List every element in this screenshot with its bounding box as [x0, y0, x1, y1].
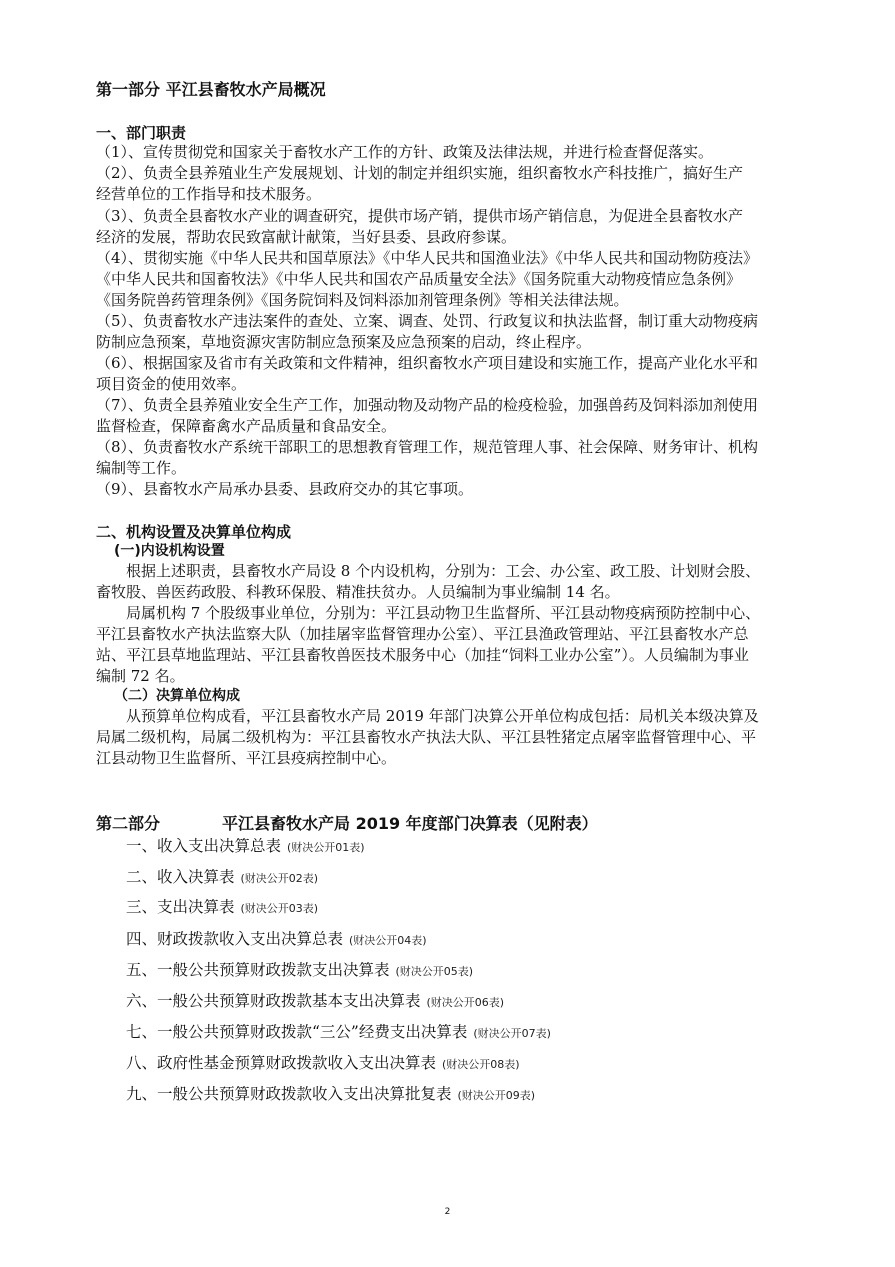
table-list-item-code: (财决公开08表) — [442, 1058, 520, 1071]
body-line: 畜牧股、兽医药政股、科教环保股、精准扶贫办。人员编制为事业编制 14 名。 — [96, 583, 620, 601]
table-list-item-title: 九、一般公共预算财政拨款收入支出决算批复表 — [126, 1085, 452, 1103]
duty-line: 项目资金的使用效率。 — [96, 375, 247, 393]
table-list-item — [126, 897, 318, 919]
table-list-item — [126, 867, 318, 889]
table-list-item-title: 一、收入支出决算总表 — [126, 837, 282, 855]
table-list-item-title: 五、一般公共预算财政拨款支出决算表 — [126, 961, 390, 979]
table-list-item-title: 七、一般公共预算财政拨款“三公”经费支出决算表 — [126, 1023, 468, 1041]
table-list-item-code: (财决公开09表) — [457, 1089, 536, 1102]
section2-heading: 二、机构设置及决算单位构成 — [96, 523, 292, 541]
table-list-item-code: (财决公开07表) — [473, 1027, 551, 1040]
table-list-item-code: (财决公开04表) — [349, 934, 427, 947]
duty-line: （5）、负责畜牧水产违法案件的查处、立案、调查、处罚、行政复议和执法监督，制订重大动物疫病 — [96, 312, 759, 330]
body-line: 局属机构 7 个股级事业单位，分别为：平江县动物卫生监督所、平江县动物疫病预防控制中心、 — [126, 604, 761, 622]
table-list-item-code: (财决公开05表) — [395, 965, 474, 978]
table-list-item-code: (财决公开01表) — [287, 841, 365, 854]
duty-line: （8）、负责畜牧水产系统干部职工的思想教育管理工作，规范管理人事、社会保障、财务审计、机构 — [96, 438, 759, 456]
duty-line: 监督检查，保障畜禽水产品质量和食品安全。 — [96, 417, 397, 435]
body-line: 编制 72 名。 — [96, 667, 185, 685]
subsection-heading: (一)内设机构设置 — [114, 543, 225, 559]
duty-line: （9）、县畜牧水产局承办县委、县政府交办的其它事项。 — [96, 480, 474, 498]
page-number: 2 — [444, 1207, 451, 1217]
duty-line: 经营单位的工作指导和技术服务。 — [96, 185, 322, 203]
table-list-item — [126, 836, 365, 858]
body-line: 平江县畜牧水产执法监察大队（加挂屠宰监督管理办公室）、平江县渔政管理站、平江县畜牧水产总 — [96, 625, 749, 643]
table-list-item-code: (财决公开06表) — [426, 996, 505, 1009]
table-list-item — [126, 929, 427, 951]
body-line: 站、平江县草地监理站、平江县畜牧兽医技术服务中心（加挂“饲料工业办公室”）。人员编制为事业 — [96, 646, 749, 664]
table-list-item — [126, 991, 504, 1013]
table-list-item-title: 三、支出决算表 — [126, 898, 235, 916]
part2-title-prefix: 第二部分 — [96, 814, 161, 833]
subsection-heading: （二）决算单位构成 — [114, 688, 240, 704]
table-list-item-title: 四、财政拨款收入支出决算总表 — [126, 930, 344, 948]
part2-title: 平江县畜牧水产局 2019 年度部门决算表（见附表） — [222, 814, 598, 833]
table-list-item — [126, 960, 473, 982]
duty-line: 经济的发展，帮助农民致富献计献策，当好县委、县政府参谋。 — [96, 228, 517, 246]
table-list-item-title: 八、政府性基金预算财政拨款收入支出决算表 — [126, 1054, 437, 1072]
table-list-item — [126, 1022, 551, 1044]
body-line: 江县动物卫生监督所、平江县疫病控制中心。 — [96, 749, 397, 767]
duty-line: （6）、根据国家及省市有关政策和文件精神，组织畜牧水产项目建设和实施工作，提高产业化水平和 — [96, 354, 759, 372]
section1-heading: 一、部门职责 — [96, 124, 187, 142]
duty-line: 编制等工作。 — [96, 459, 187, 477]
part1-title: 第一部分 平江县畜牧水产局概况 — [96, 80, 326, 99]
duty-line: 防制应急预案，草地资源灾害防制应急预案及应急预案的启动，终止程序。 — [96, 333, 592, 351]
table-list-item-title: 六、一般公共预算财政拨款基本支出决算表 — [126, 992, 421, 1010]
table-list-item — [126, 1084, 535, 1106]
body-line: 局属二级机构，局属二级机构为：平江县畜牧水产执法大队、平江县牲猪定点屠宰监督管理中心、平 — [96, 728, 757, 746]
duty-line: （4）、贯彻实施《中华人民共和国草原法》《中华人民共和国渔业法》《中华人民共和国动物防疫法》 — [96, 249, 759, 267]
body-line: 根据上述职责，县畜牧水产局设 8 个内设机构，分别为：工会、办公室、政工股、计划财会股、 — [126, 562, 761, 580]
duty-line: （3）、负责全县畜牧水产业的调查研究，提供市场产销，提供市场产销信息，为促进全县畜牧水产 — [96, 207, 744, 225]
table-list-item-title: 二、收入决算表 — [126, 868, 235, 886]
duty-line: （7）、负责全县养殖业安全生产工作，加强动物及动物产品的检疫检验，加强兽药及饲料添加剂使用 — [96, 396, 759, 414]
table-list-item-code: (财决公开03表) — [240, 902, 319, 915]
duty-line: （1）、宣传贯彻党和国家关于畜牧水产工作的方针、政策及法律法规，并进行检查督促落实。 — [96, 143, 714, 161]
duty-line: 《国务院兽药管理条例》《国务院饲料及饲料添加剂管理条例》等相关法律法规。 — [96, 291, 629, 309]
body-line: 从预算单位构成看，平江县畜牧水产局 2019 年部门决算公开单位构成包括：局机关本级决算及 — [126, 707, 759, 725]
table-list-item-code: (财决公开02表) — [240, 872, 319, 885]
table-list-item — [126, 1053, 520, 1075]
duty-line: 《中华人民共和国畜牧法》《中华人民共和国农产品质量安全法》《国务院重大动物疫情应急条例》 — [96, 270, 742, 288]
duty-line: （2）、负责全县养殖业生产发展规划、计划的制定并组织实施，组织畜牧水产科技推广，搞好生产 — [96, 164, 744, 182]
